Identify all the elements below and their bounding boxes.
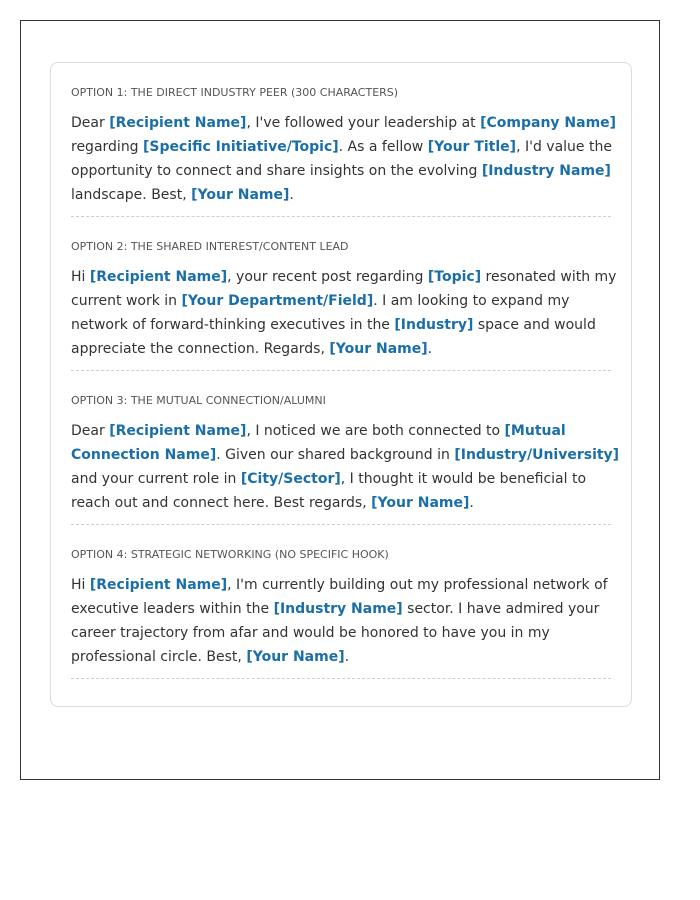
message-text: . [344,649,350,665]
message-text: , your recent post regarding [227,269,428,285]
option-block-4 [71,548,611,679]
message-line [71,111,617,135]
option-block-2 [71,240,617,371]
message-line [71,313,611,337]
message-line [71,597,611,621]
message-text: . Given our shared background in [216,447,455,463]
option-label: OPTION 2: THE SHARED INTEREST/CONTENT LEAD [71,240,349,253]
message-text: current work in [71,293,182,309]
message-text: Dear [71,423,110,439]
message-text: space and would [473,317,596,333]
message-text: executive leaders within the [71,601,274,617]
message-line [71,467,611,491]
message-line [71,159,611,183]
message-text: , I've followed your leadership at [246,115,481,131]
message-text: , I'm currently building out my professional network of [227,577,608,593]
placeholder-token: [Topic] [427,269,482,285]
message-line [71,621,611,645]
option-block-1 [71,86,617,217]
message-text: opportunity to connect and share insights on the evolving [71,163,482,179]
placeholder-token: [Mutual [504,423,566,439]
message-line [71,645,611,669]
message-text: appreciate the connection. Regards, [71,341,330,357]
option-message [71,254,617,370]
placeholder-token: [Company Name] [480,115,617,131]
placeholder-token: [Your Name] [329,341,428,357]
option-label: OPTION 4: STRATEGIC NETWORKING (NO SPECIFIC HOOK) [71,548,389,561]
message-line [71,491,611,515]
placeholder-token: [Recipient Name] [89,269,228,285]
option-label: OPTION 1: THE DIRECT INDUSTRY PEER (300 CHARACTERS) [71,86,399,99]
message-text: , I noticed we are both connected to [246,423,505,439]
message-line [71,183,611,207]
message-options-card [50,62,632,707]
message-text: , I'd value the [516,139,612,155]
placeholder-token: [Recipient Name] [109,115,247,131]
message-text: . [469,495,474,511]
page-frame [20,20,660,780]
message-text: and your current role in [71,471,241,487]
message-line [71,289,611,313]
message-text: Hi [71,577,90,593]
placeholder-token: [Recipient Name] [109,423,247,439]
option-block-3 [71,394,620,525]
message-text: network of forward-thinking executives in the [71,317,395,333]
message-text: Hi [71,269,90,285]
message-line [71,573,611,597]
message-text: Dear [71,115,110,131]
placeholder-token: [Your Name] [371,495,470,511]
message-text: . [427,341,433,357]
placeholder-token: [City/Sector] [240,471,341,487]
message-text: . [289,187,294,203]
message-text: career trajectory from afar and would be honored to have you in my [71,625,550,641]
message-line [71,337,611,361]
option-message [71,562,611,678]
placeholder-token: [Specific Initiative/Topic] [143,139,339,155]
message-text: reach out and connect here. Best regards, [71,495,372,511]
placeholder-token: [Your Title] [427,139,517,155]
placeholder-token: [Your Name] [246,649,345,665]
message-text: regarding [71,139,144,155]
message-line [71,419,611,443]
placeholder-token: [Your Name] [191,187,290,203]
message-line [71,135,611,159]
option-label: OPTION 3: THE MUTUAL CONNECTION/ALUMNI [71,394,326,407]
message-text: resonated with my [481,269,617,285]
option-message [71,100,617,216]
message-line [71,443,620,467]
message-text: sector. I have admired your [402,601,600,617]
message-text: landscape. Best, [71,187,192,203]
message-text: . As a fellow [338,139,428,155]
placeholder-token: [Your Department/Field] [181,293,374,309]
placeholder-token: [Industry Name] [481,163,611,179]
placeholder-token: [Industry] [394,317,474,333]
placeholder-token: Connection Name] [71,447,217,463]
message-text: . I am looking to expand my [373,293,570,309]
message-text: , I thought it would be beneficial to [340,471,587,487]
option-message [71,408,620,524]
placeholder-token: [Industry/University] [454,447,620,463]
placeholder-token: [Industry Name] [273,601,403,617]
placeholder-token: [Recipient Name] [89,577,228,593]
message-line [71,265,617,289]
message-text: professional circle. Best, [71,649,247,665]
